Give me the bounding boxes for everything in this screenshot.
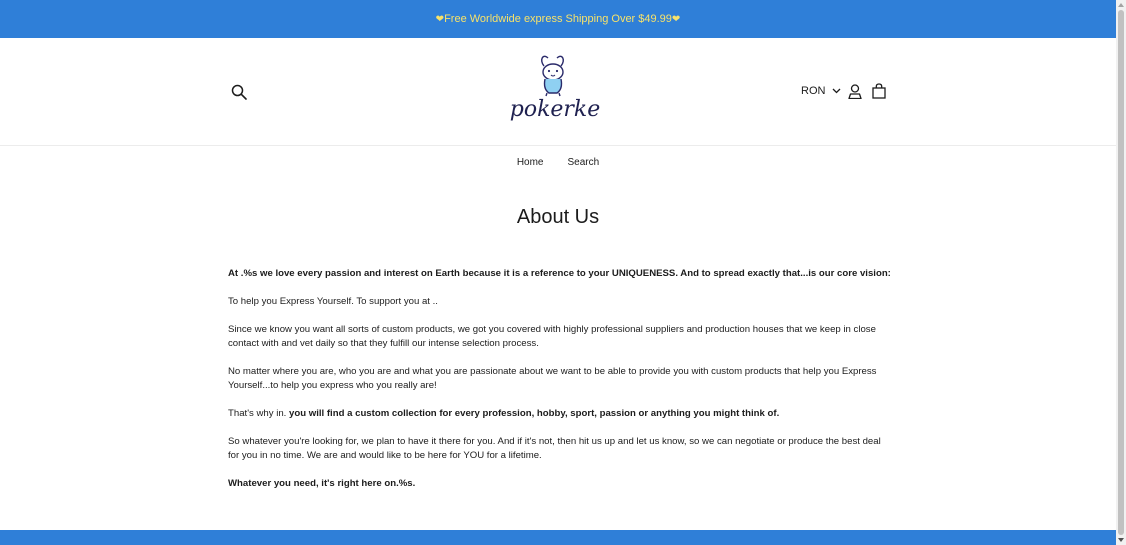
nav-home[interactable]: Home bbox=[516, 157, 544, 168]
paragraph-vision: At .%s we love every passion and interest on Earth because it is a reference to your UNIQUENESS. And to spread exactly that...is our core vision: bbox=[228, 268, 891, 279]
heart-icon: ❤ bbox=[671, 13, 681, 25]
paragraph-express: To help you Express Yourself. To support you at .. bbox=[228, 296, 438, 307]
nav-search[interactable]: Search bbox=[567, 157, 600, 168]
scroll-down-arrow-icon[interactable] bbox=[1118, 538, 1124, 542]
main-nav bbox=[0, 157, 1116, 168]
collection-highlight: you will find a custom collection for every profession, hobby, sport, passion or anything you might think of. bbox=[289, 408, 780, 419]
cart-bag-icon[interactable] bbox=[872, 83, 886, 99]
chevron-down-icon bbox=[832, 88, 841, 94]
announcement-bar bbox=[0, 0, 1116, 38]
account-icon[interactable] bbox=[848, 84, 862, 99]
announcement-text: Free Worldwide express Shipping Over $49.99 bbox=[444, 13, 672, 25]
currency-label: RON bbox=[801, 85, 826, 97]
paragraph-whatever: So whatever you're looking for, we plan to have it there for you. And if it's not, then hit us up and let us know, so we can negotiate or produce the best deal for you in no time. We are and would like to be here for YOU for a lifetime. bbox=[228, 436, 881, 461]
paragraph-suppliers: Since we know you want all sorts of custom products, we got you covered with highly professional suppliers and production houses that we keep in close contact with and vet daily so that they fulfill our intense selection process. bbox=[228, 324, 876, 349]
paragraph-closing: Whatever you need, it's right here on.%s. bbox=[228, 478, 416, 489]
about-content bbox=[228, 267, 891, 505]
currency-selector[interactable] bbox=[801, 85, 841, 97]
paragraph-collection bbox=[228, 407, 891, 421]
scroll-up-arrow-icon[interactable] bbox=[1118, 3, 1124, 7]
footer-bar bbox=[0, 530, 1116, 545]
search-icon[interactable] bbox=[231, 84, 247, 100]
logo-text: pokerke bbox=[510, 97, 600, 122]
logo[interactable] bbox=[510, 54, 600, 126]
site-header bbox=[0, 38, 1116, 146]
scroll-thumb[interactable] bbox=[1118, 10, 1124, 535]
page-title: About Us bbox=[516, 206, 600, 228]
paragraph-custom-products: No matter where you are, who you are and what you are passionate about we want to be able to provide you with custom products that help you Express Yourself...to help you express who you really are! bbox=[228, 366, 877, 391]
heart-icon: ❤ bbox=[435, 13, 445, 25]
collection-intro: That's why in. bbox=[228, 408, 290, 419]
scrollbar[interactable] bbox=[1116, 0, 1126, 545]
